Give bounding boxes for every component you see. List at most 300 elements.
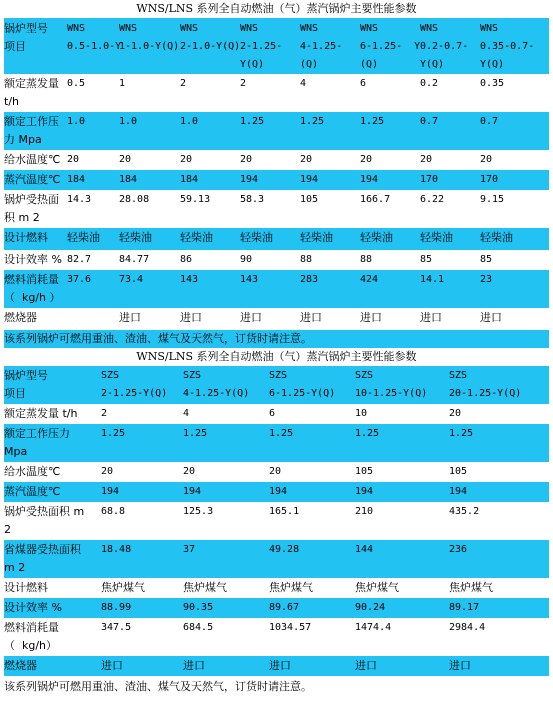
table-cell xyxy=(119,191,149,209)
table-cell xyxy=(240,75,246,93)
table-cell xyxy=(355,541,373,559)
table-cell xyxy=(180,113,198,131)
table-cell xyxy=(300,271,318,289)
cell-line: 86 xyxy=(180,254,193,265)
table-row xyxy=(4,250,549,270)
cell-line: 10-1.25-Y(Q) xyxy=(355,388,428,399)
table-cell xyxy=(420,309,442,327)
table-cell xyxy=(101,619,131,637)
table-cell xyxy=(180,191,210,209)
cell-line: 347.5 xyxy=(101,622,132,633)
cell-line: 194 xyxy=(360,174,379,185)
cell-line: 2984.4 xyxy=(449,622,486,633)
table-cell xyxy=(449,483,467,501)
cell-line: 194 xyxy=(300,174,319,185)
cell-line: 设计燃料 xyxy=(4,581,48,594)
table-cell xyxy=(420,20,468,74)
table-cell xyxy=(420,251,432,269)
table-cell xyxy=(449,503,479,521)
table-cell xyxy=(119,171,137,189)
table-cell xyxy=(360,229,393,247)
table-cell xyxy=(183,425,207,443)
cell-line: 84.77 xyxy=(119,254,150,265)
cell-line: （ kg/h） xyxy=(4,639,58,652)
cell-line: 18.48 xyxy=(101,544,132,555)
table-cell xyxy=(300,191,318,209)
table-cell xyxy=(240,229,273,247)
cell-line: 20 xyxy=(240,154,253,165)
table-cell xyxy=(300,20,342,74)
cell-line: 20-1.25-Y(Q) xyxy=(449,388,522,399)
table-row xyxy=(4,462,549,482)
row-label xyxy=(4,75,59,111)
table-cell xyxy=(119,251,149,269)
row-label xyxy=(4,20,48,56)
cell-line: 1.25 xyxy=(183,428,208,439)
cell-line: 194 xyxy=(183,486,202,497)
cell-line: 2-1.25-Y(Q) xyxy=(101,388,168,399)
table-cell xyxy=(355,425,379,443)
table-cell xyxy=(183,463,195,481)
table-cell xyxy=(360,171,378,189)
row-label xyxy=(4,171,60,189)
cell-line: 194 xyxy=(449,486,468,497)
cell-line: 设计效率 % xyxy=(4,253,62,266)
cell-line: 0.2-0.7- xyxy=(420,41,469,52)
row-label xyxy=(4,405,78,423)
table-cell xyxy=(180,75,186,93)
cell-line: WNS xyxy=(180,23,199,34)
table-cell xyxy=(240,151,252,169)
row-label xyxy=(4,599,62,617)
table-cell xyxy=(269,541,299,559)
table-row xyxy=(4,540,549,578)
row-label xyxy=(4,619,59,655)
table-row xyxy=(4,308,549,330)
table-cell xyxy=(180,151,192,169)
table-cell xyxy=(449,599,479,617)
table-cell xyxy=(119,271,143,289)
cell-line: 105 xyxy=(300,194,319,205)
row-label xyxy=(4,309,37,327)
table2-title: WNS/LNS 系列全自动燃油（气）蒸汽锅炉主要性能参数 xyxy=(136,350,417,363)
row-label xyxy=(4,657,37,675)
cell-line: 1.0 xyxy=(180,116,199,127)
cell-line: 给水温度℃ xyxy=(4,153,61,166)
cell-line: 1.0 xyxy=(67,116,86,127)
cell-line: 进口 xyxy=(355,659,377,672)
table-cell xyxy=(480,229,513,247)
cell-line: 进口 xyxy=(480,311,502,324)
cell-line: 进口 xyxy=(420,311,442,324)
table1-wns-lns xyxy=(4,18,549,330)
cell-line: m 2 xyxy=(4,561,26,574)
table-row xyxy=(4,270,549,308)
cell-line: 4-1.25- xyxy=(300,41,343,52)
cell-line: 燃烧器 xyxy=(4,311,37,324)
table-row xyxy=(4,656,549,676)
cell-line: SZS xyxy=(269,370,288,381)
cell-line: 435.2 xyxy=(449,506,480,517)
table-cell xyxy=(269,579,313,597)
table-cell xyxy=(300,309,322,327)
table-row xyxy=(4,190,549,228)
table-cell xyxy=(355,657,377,675)
table-cell xyxy=(355,405,367,423)
cell-line: 4 xyxy=(300,78,307,89)
cell-line: 194 xyxy=(240,174,259,185)
cell-line: 85 xyxy=(420,254,433,265)
cell-line: 58.3 xyxy=(240,194,265,205)
cell-line: 焦炉煤气 xyxy=(355,581,399,594)
cell-line: 省煤器受热面积 xyxy=(4,543,81,556)
cell-line: 蒸汽温度℃ xyxy=(4,173,61,186)
cell-line: 0.2 xyxy=(420,78,439,89)
cell-line: 20 xyxy=(183,466,196,477)
cell-line: 1.0 xyxy=(119,116,138,127)
table2-szs xyxy=(4,366,549,676)
table-cell xyxy=(355,503,373,521)
cell-line: 2 xyxy=(4,523,11,536)
table-row xyxy=(4,502,549,540)
cell-line: 1034.57 xyxy=(269,622,312,633)
table-cell xyxy=(101,463,113,481)
cell-line: 184 xyxy=(119,174,138,185)
table-cell xyxy=(183,657,205,675)
table-cell xyxy=(119,229,152,247)
row-label xyxy=(4,483,60,501)
cell-line: 积 m 2 xyxy=(4,211,40,224)
cell-line: 73.4 xyxy=(119,274,144,285)
cell-line: 进口 xyxy=(300,311,322,324)
cell-line: 项目 xyxy=(4,40,26,53)
table-cell xyxy=(300,113,324,131)
cell-line: 焦炉煤气 xyxy=(449,581,493,594)
cell-line: 焦炉煤气 xyxy=(183,581,227,594)
table-cell xyxy=(360,151,372,169)
table-cell xyxy=(183,367,249,403)
table-cell xyxy=(300,151,312,169)
table-cell xyxy=(240,271,258,289)
cell-line: 20 xyxy=(269,466,282,477)
cell-line: 23 xyxy=(480,274,493,285)
table-cell xyxy=(355,367,427,403)
cell-line: 额定工作压 xyxy=(4,115,59,128)
table-cell xyxy=(101,657,123,675)
cell-line: 684.5 xyxy=(183,622,214,633)
table-cell xyxy=(67,20,121,56)
cell-line: WNS xyxy=(67,23,86,34)
row-label xyxy=(4,425,70,461)
table-cell xyxy=(355,483,373,501)
cell-line: 燃烧器 xyxy=(4,659,37,672)
cell-line: 轻柴油 xyxy=(240,231,273,244)
table-cell xyxy=(180,271,198,289)
table-cell xyxy=(449,657,471,675)
cell-line: 2 xyxy=(240,78,247,89)
cell-line: SZS xyxy=(101,370,120,381)
cell-line: (Q) xyxy=(360,59,379,70)
cell-line: 20 xyxy=(300,154,313,165)
table-row xyxy=(4,482,549,502)
cell-line: 68.8 xyxy=(101,506,126,517)
table-cell xyxy=(300,75,306,93)
table-cell xyxy=(119,309,141,327)
cell-line: 0.7 xyxy=(480,116,499,127)
cell-line: 轻柴油 xyxy=(119,231,152,244)
table-cell xyxy=(183,483,201,501)
table-row xyxy=(4,404,549,424)
cell-line: 20 xyxy=(119,154,132,165)
cell-line: 125.3 xyxy=(183,506,214,517)
table-cell xyxy=(269,657,291,675)
table-cell xyxy=(67,151,79,169)
cell-line: 184 xyxy=(67,174,86,185)
cell-line: 82.7 xyxy=(67,254,92,265)
row-label xyxy=(4,503,84,539)
cell-line: 59.13 xyxy=(180,194,211,205)
cell-line: 6-1.25- Y xyxy=(360,41,421,52)
row-label xyxy=(4,113,59,149)
cell-line: 194 xyxy=(355,486,374,497)
table-cell xyxy=(269,483,287,501)
cell-line: 14.1 xyxy=(420,274,445,285)
cell-line: 锅炉型号 xyxy=(4,369,48,382)
cell-line: 424 xyxy=(360,274,379,285)
cell-line: 20 xyxy=(360,154,373,165)
cell-line: SZS xyxy=(183,370,202,381)
cell-line: 4-1.25-Y(Q) xyxy=(183,388,250,399)
table-cell xyxy=(240,171,258,189)
table-cell xyxy=(240,20,282,74)
table-cell xyxy=(180,251,192,269)
table-cell xyxy=(269,503,299,521)
table-cell xyxy=(355,463,373,481)
cell-line: 170 xyxy=(480,174,499,185)
table-cell xyxy=(269,599,299,617)
row-label xyxy=(4,191,59,227)
table-cell xyxy=(101,425,125,443)
cell-line: 1 xyxy=(119,78,126,89)
cell-line: WNS xyxy=(300,23,319,34)
table2-note: 该系列锅炉可燃用重油、渣油、煤气及天然气，订货时请注意。 xyxy=(4,680,312,693)
table-cell xyxy=(119,20,179,56)
cell-line: 轻柴油 xyxy=(480,231,513,244)
table-cell xyxy=(420,271,444,289)
table-row xyxy=(4,618,549,656)
table-cell xyxy=(101,599,131,617)
table-row xyxy=(4,18,549,74)
cell-line: 1.25 xyxy=(240,116,265,127)
cell-line: 236 xyxy=(449,544,468,555)
table-row xyxy=(4,578,549,598)
cell-line: Y(Q) xyxy=(240,59,265,70)
cell-line: 28.08 xyxy=(119,194,150,205)
table-cell xyxy=(67,75,85,93)
table-cell xyxy=(269,367,335,403)
table-cell xyxy=(360,113,384,131)
cell-line: 轻柴油 xyxy=(420,231,453,244)
table-row xyxy=(4,74,549,112)
table-cell xyxy=(183,405,189,423)
table-cell xyxy=(180,309,202,327)
cell-line: 90.24 xyxy=(355,602,386,613)
table-cell xyxy=(420,151,432,169)
cell-line: 2 xyxy=(101,408,108,419)
cell-line: 194 xyxy=(269,486,288,497)
cell-line: WNS xyxy=(480,23,499,34)
cell-line: Y(Q) xyxy=(480,59,505,70)
table-cell xyxy=(180,20,240,56)
cell-line: 143 xyxy=(180,274,199,285)
table-cell xyxy=(183,619,213,637)
cell-line: 85 xyxy=(480,254,493,265)
cell-line: 2-1.25- xyxy=(240,41,283,52)
cell-line: 283 xyxy=(300,274,319,285)
cell-line: 项目 xyxy=(4,387,26,400)
cell-line: 锅炉受热面 xyxy=(4,193,59,206)
table-cell xyxy=(360,75,366,93)
cell-line: 锅炉受热面积 m xyxy=(4,505,85,518)
cell-line: 2 xyxy=(180,78,187,89)
table-cell xyxy=(101,541,131,559)
table-row xyxy=(4,228,549,250)
cell-line: 9.15 xyxy=(480,194,505,205)
table-cell xyxy=(240,251,252,269)
table-cell xyxy=(360,309,382,327)
table-cell xyxy=(183,599,213,617)
cell-line: 20 xyxy=(449,408,462,419)
table-cell xyxy=(480,20,534,74)
cell-line: 1474.4 xyxy=(355,622,392,633)
table-cell xyxy=(300,229,333,247)
table-cell xyxy=(420,113,438,131)
table-cell xyxy=(269,405,275,423)
cell-line: 额定蒸发量 t/h xyxy=(4,407,78,420)
cell-line: 焦炉煤气 xyxy=(269,581,313,594)
cell-line: 6.22 xyxy=(420,194,445,205)
row-label xyxy=(4,463,60,481)
cell-line: t/h xyxy=(4,95,19,108)
cell-line: 额定蒸发量 xyxy=(4,77,59,90)
table-cell xyxy=(183,579,227,597)
table-cell xyxy=(67,251,91,269)
cell-line: 20 xyxy=(67,154,80,165)
cell-line: 燃料消耗量 xyxy=(4,273,59,286)
cell-line: 6-1.25-Y(Q) xyxy=(269,388,336,399)
table1-note: 该系列锅炉可燃用重油、渣油、煤气及天然气，订货时请注意。 xyxy=(4,330,549,348)
cell-line: 194 xyxy=(101,486,120,497)
table-cell xyxy=(119,151,131,169)
cell-line: 1.25 xyxy=(355,428,380,439)
cell-line: 轻柴油 xyxy=(180,231,213,244)
cell-line: 设计效率 % xyxy=(4,601,62,614)
table-cell xyxy=(269,425,293,443)
table-cell xyxy=(240,191,264,209)
table-cell xyxy=(101,579,145,597)
cell-line: 1-1.0-Y(Q) xyxy=(119,41,180,52)
table-cell xyxy=(449,463,467,481)
table1-title: WNS/LNS 系列全自动燃油（气）蒸汽锅炉主要性能参数 xyxy=(136,2,417,15)
cell-line: 0.35-0.7- xyxy=(480,41,535,52)
table-row xyxy=(4,112,549,150)
cell-line: 给水温度℃ xyxy=(4,465,61,478)
row-label xyxy=(4,367,48,403)
cell-line: 轻柴油 xyxy=(360,231,393,244)
cell-line: 6 xyxy=(360,78,367,89)
cell-line: 20 xyxy=(101,466,114,477)
table-cell xyxy=(420,75,438,93)
table-cell xyxy=(300,251,312,269)
cell-line: 轻柴油 xyxy=(67,231,100,244)
table-cell xyxy=(269,619,311,637)
cell-line: 88 xyxy=(300,254,313,265)
cell-line: 进口 xyxy=(240,311,262,324)
cell-line: 90.35 xyxy=(183,602,214,613)
table-cell xyxy=(101,483,119,501)
table-cell xyxy=(101,405,107,423)
cell-line: 210 xyxy=(355,506,374,517)
cell-line: 37.6 xyxy=(67,274,92,285)
cell-line: 0.5-1.0-Y xyxy=(67,41,122,52)
cell-line: SZS xyxy=(449,370,468,381)
cell-line: 进口 xyxy=(360,311,382,324)
cell-line: 4 xyxy=(183,408,190,419)
cell-line: 进口 xyxy=(269,659,291,672)
cell-line: 进口 xyxy=(449,659,471,672)
cell-line: 165.1 xyxy=(269,506,300,517)
table-row xyxy=(4,424,549,462)
table-cell xyxy=(420,171,438,189)
table-cell xyxy=(67,271,91,289)
row-label xyxy=(4,229,48,247)
table-cell xyxy=(360,191,390,209)
cell-line: 额定工作压力 xyxy=(4,427,70,440)
cell-line: 2-1.0-Y(Q) xyxy=(180,41,241,52)
table-cell xyxy=(480,309,502,327)
cell-line: Mpa xyxy=(4,445,28,458)
table-cell xyxy=(269,463,281,481)
table-cell xyxy=(449,541,467,559)
table-cell xyxy=(480,151,492,169)
cell-line: 进口 xyxy=(180,311,202,324)
cell-line: 进口 xyxy=(183,659,205,672)
cell-line: 49.28 xyxy=(269,544,300,555)
cell-line: 6 xyxy=(269,408,276,419)
cell-line: （ kg/h ） xyxy=(4,291,61,304)
cell-line: 1.25 xyxy=(269,428,294,439)
table-cell xyxy=(360,20,420,74)
table-cell xyxy=(119,113,137,131)
table-row xyxy=(4,366,549,404)
cell-line: 10 xyxy=(355,408,368,419)
cell-line: WNS xyxy=(420,23,439,34)
table-cell xyxy=(420,191,444,209)
cell-line: 105 xyxy=(449,466,468,477)
table-cell xyxy=(449,619,485,637)
cell-line: 20 xyxy=(180,154,193,165)
cell-line: WNS xyxy=(240,23,259,34)
row-label xyxy=(4,579,48,597)
table-cell xyxy=(355,599,385,617)
cell-line: SZS xyxy=(355,370,374,381)
table-cell xyxy=(360,251,372,269)
table-cell xyxy=(67,229,100,247)
cell-line: 170 xyxy=(420,174,439,185)
table-cell xyxy=(360,271,378,289)
cell-line: 166.7 xyxy=(360,194,391,205)
cell-line: Y(Q) xyxy=(420,59,445,70)
